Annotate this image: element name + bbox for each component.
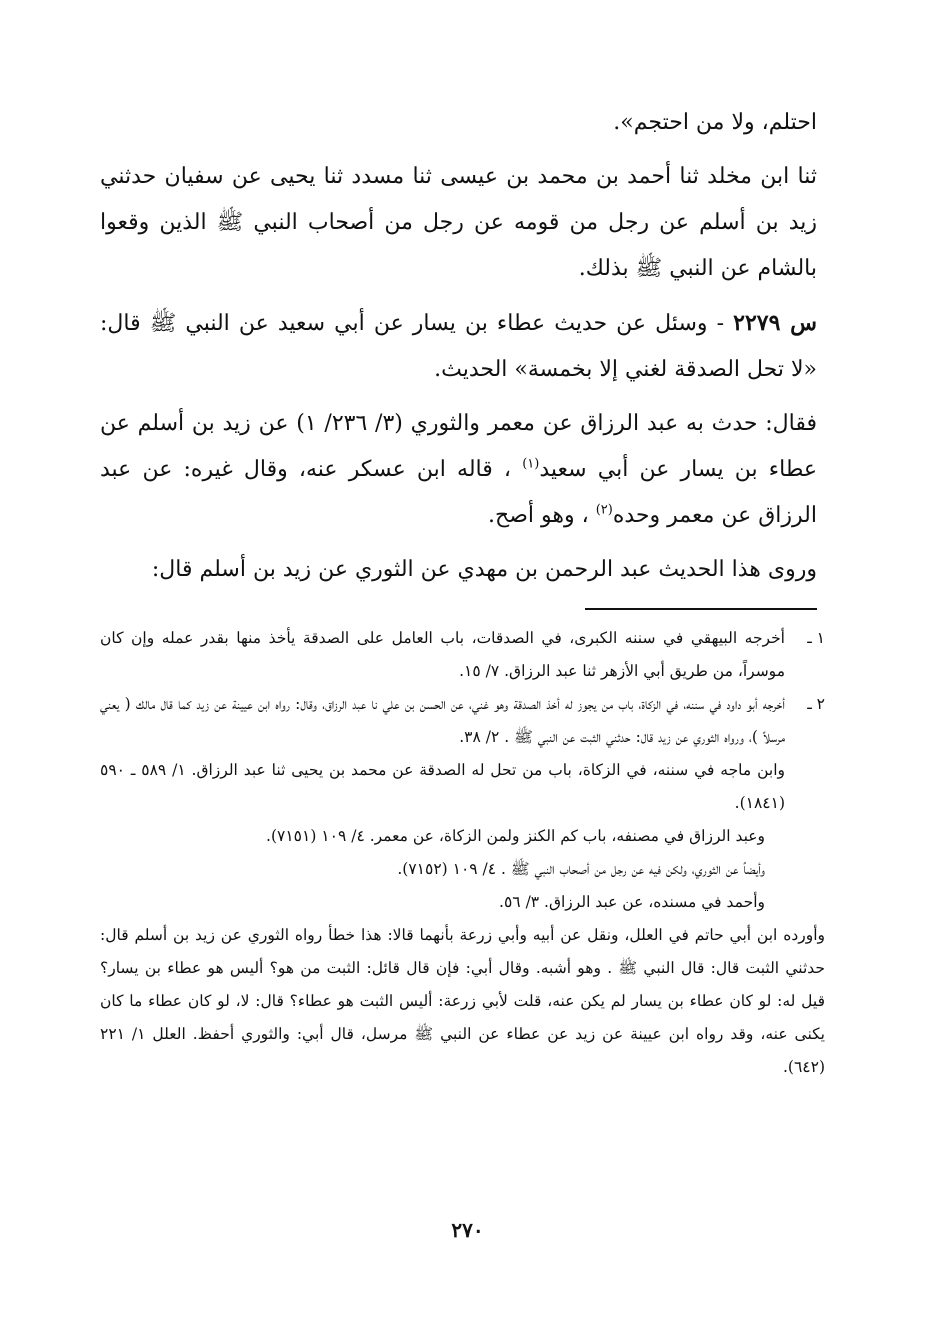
- page-number: ٢٧٠: [451, 1218, 484, 1242]
- footnote-2-ahmad: وأحمد في مسنده، عن عبد الرزاق. ٣/ ٥٦.: [499, 893, 765, 911]
- paragraph-isnad: ثنا ابن مخلد ثنا أحمد بن محمد بن عيسى ثنا مسدد ثنا يحيى عن سفيان حدثني زيد بن أسلم عن رجل من قومه عن رجل من أصحاب النبي ﷺ الذين وقعوا بالشام عن النبي ﷺ بذلك.: [100, 164, 817, 281]
- footnote-2-abudawud: أخرجه أبو داود في سننه، في الزكاة، باب من يجوز له أخذ الصدقة وهو غني، عن الحسن بن علي نا عبد الرزاق، وقال: رواه ابن عيينة عن زيد كما قال مالك ( يعني مرسلاً )، ورواه الثوري عن زيد قال: حدثني الثبت عن النبي ﷺ . ٢/ ٣٨.: [100, 695, 785, 746]
- footnote-2: [100, 688, 825, 820]
- footnote-2-ibnmajah: وابن ماجه في سننه، في الزكاة، باب من تحل له الصدقة عن محمد بن يحيى ثنا عبد الرزاق. ١/ ٥٨٩ ـ ٥٩٠ (١٨٤١).: [100, 761, 785, 812]
- paragraph-answer: [100, 401, 817, 539]
- question-text: - وسئل عن حديث عطاء بن يسار عن أبي سعيد عن النبي ﷺ قال: «لا تحل الصدقة لغني إلا بخمسة» الحديث.: [100, 311, 817, 382]
- answer-text-c: ، وهو أصح.: [488, 503, 589, 528]
- footnotes-block: [100, 622, 825, 1084]
- footnote-2-thawri: وأيضاً عن الثوري، ولكن فيه عن رجل من أصحاب النبي ﷺ . ٤/ ١٠٩ (٧١٥٢).: [397, 860, 765, 878]
- footnote-divider: [585, 608, 817, 610]
- paragraph-question: [100, 300, 817, 393]
- paragraph-closing-quote: احتلم، ولا من احتجم».: [613, 110, 817, 135]
- footnote-number: ١ ـ: [807, 629, 825, 647]
- footnote-number: ٢ ـ: [807, 695, 825, 713]
- footnote-text: [100, 688, 785, 820]
- question-number: س ٢٢٧٩: [733, 310, 818, 336]
- answer-text-b: ، قاله ابن عسكر عنه، وقال غيره: عن عبد الرزاق عن معمر وحده: [100, 457, 817, 528]
- footnote-text: أخرجه البيهقي في سننه الكبرى، في الصدقات، باب العامل على الصدقة يأخذ منها بقدر عمله وإن كان موسراً، من طريق أبي الأزهر ثنا عبد الرزاق. ٧/ ١٥.: [100, 629, 785, 680]
- paragraph-riwaya: وروى هذا الحديث عبد الرحمن بن مهدي عن الثوري عن زيد بن أسلم قال:: [151, 557, 817, 582]
- footnote-2-ilal: وأورده ابن أبي حاتم في العلل، ونقل عن أبيه وأبي زرعة بأنهما قالا: هذا خطأ رواه الثوري عن زيد بن أسلم قال: حدثني الثبت قال: قال النبي ﷺ . وهو أشبه. وقال أبي: فإن قال قائل: الثبت من هو؟ أليس هو عطاء بن يسار؟ قيل له: لو كان عطاء بن يسار لم يكن عنه، قلت لأبي زرعة: أليس الثبت هو عطاء؟ قال: لا، لو كان عطاء ما كان يكنى عنه، وقد رواه ابن عيينة عن زيد عن عطاء عن النبي ﷺ مرسل، قال أبي: والثوري أحفظ. العلل ١/ ٢٢١ (٦٤٢).: [100, 926, 825, 1076]
- answer-text-a: فقال: حدث به عبد الرزاق عن معمر والثوري (٣/ ٢٣٦/ ١) عن زيد بن أسلم عن عطاء بن يسار عن أبي سعيد: [100, 411, 818, 482]
- footnote-2-abdulrazzaq: وعبد الرزاق في مصنفه، باب كم الكنز ولمن الزكاة، عن معمر. ٤/ ١٠٩ (٧١٥١).: [266, 827, 765, 845]
- main-text-block: [100, 100, 817, 593]
- footnote-1: [100, 622, 825, 688]
- footnote-ref-1: (١): [522, 456, 540, 472]
- footnote-ref-2: (٢): [595, 502, 613, 518]
